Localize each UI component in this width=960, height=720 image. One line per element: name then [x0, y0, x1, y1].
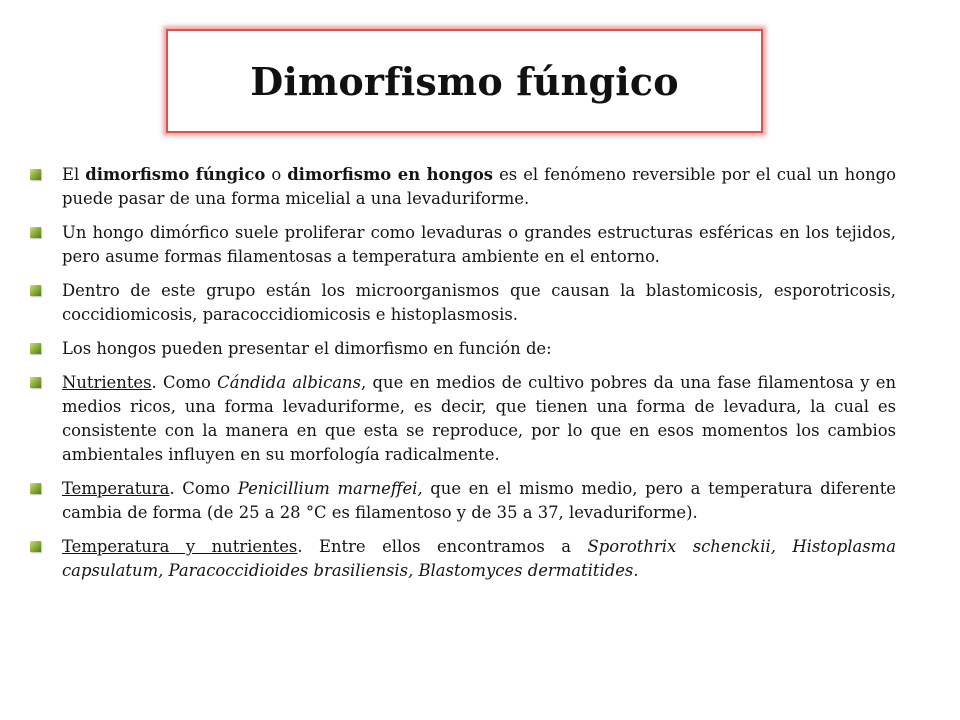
species-name: Penicillium marneffei,: [237, 479, 423, 498]
bullet-item-temperature: [30, 477, 896, 525]
green-square-bullet-icon: [30, 227, 41, 238]
bullet-text: Temperatura. Como Penicillium marneffei, que en el mismo medio, pero a temperatura diferente cambia de forma (de 25 a 28 °C es filamentoso y de 35 a 37, levaduriforme).: [62, 479, 896, 522]
underlined-term: Temperatura: [62, 479, 170, 498]
green-square-bullet-icon: [30, 285, 41, 296]
bullet-item-temperature-and-nutrients: [30, 535, 896, 583]
bullet-item-nutrients: [30, 371, 896, 467]
species-name: Cándida albicans: [217, 373, 362, 392]
green-square-bullet-icon: [30, 541, 41, 552]
title-box: [166, 29, 763, 133]
bullet-list: [30, 163, 896, 593]
bullet-item-factors-intro: [30, 337, 896, 361]
bold-term: dimorfismo en hongos: [287, 165, 494, 184]
bullet-text: Dentro de este grupo están los microorganismos que causan la blastomicosis, esporotricosis, coccidiomicosis, paracoccidiomicosis e histoplasmosis.: [62, 281, 896, 324]
bullet-text: Nutrientes. Como Cándida albicans, que en medios de cultivo pobres da una fase filamentosa y en medios ricos, una forma levaduriforme, es decir, que tienen una forma de levadura, la cual es consistente con la manera en que esta se reproduce, por lo que en esos momentos los cambios ambientales influyen en su morfología radicalmente.: [62, 373, 897, 464]
bullet-text: Los hongos pueden presentar el dimorfismo en función de:: [62, 339, 552, 358]
species-name: Sporothrix schenckii, Histoplasma capsulatum, Paracoccidioides brasiliensis, Blastomyces dermatitides.: [62, 537, 896, 580]
bullet-text: Temperatura y nutrientes. Entre ellos encontramos a Sporothrix schenckii, Histoplasma capsulatum, Paracoccidioides brasiliensis, Blastomyces dermatitides.: [62, 537, 896, 580]
green-square-bullet-icon: [30, 169, 41, 180]
green-square-bullet-icon: [30, 483, 41, 494]
bullet-text: El dimorfismo fúngico o dimorfismo en hongos es el fenómeno reversible por el cual un hongo puede pasar de una forma micelial a una levaduriforme.: [62, 165, 896, 208]
underlined-term: Temperatura y nutrientes: [62, 537, 298, 556]
bullet-item-dimorphic-fungus: [30, 221, 896, 269]
bullet-text: Un hongo dimórfico suele proliferar como levaduras o grandes estructuras esféricas en los tejidos, pero asume formas filamentosas a temperatura ambiente en el entorno.: [62, 223, 896, 266]
green-square-bullet-icon: [30, 377, 41, 388]
bullet-item-definition: [30, 163, 896, 211]
bold-term: dimorfismo fúngico: [85, 165, 266, 184]
green-square-bullet-icon: [30, 343, 41, 354]
bullet-item-diseases: [30, 279, 896, 327]
underlined-term: Nutrientes: [62, 373, 152, 392]
slide-title: Dimorfismo fúngico: [250, 58, 679, 104]
